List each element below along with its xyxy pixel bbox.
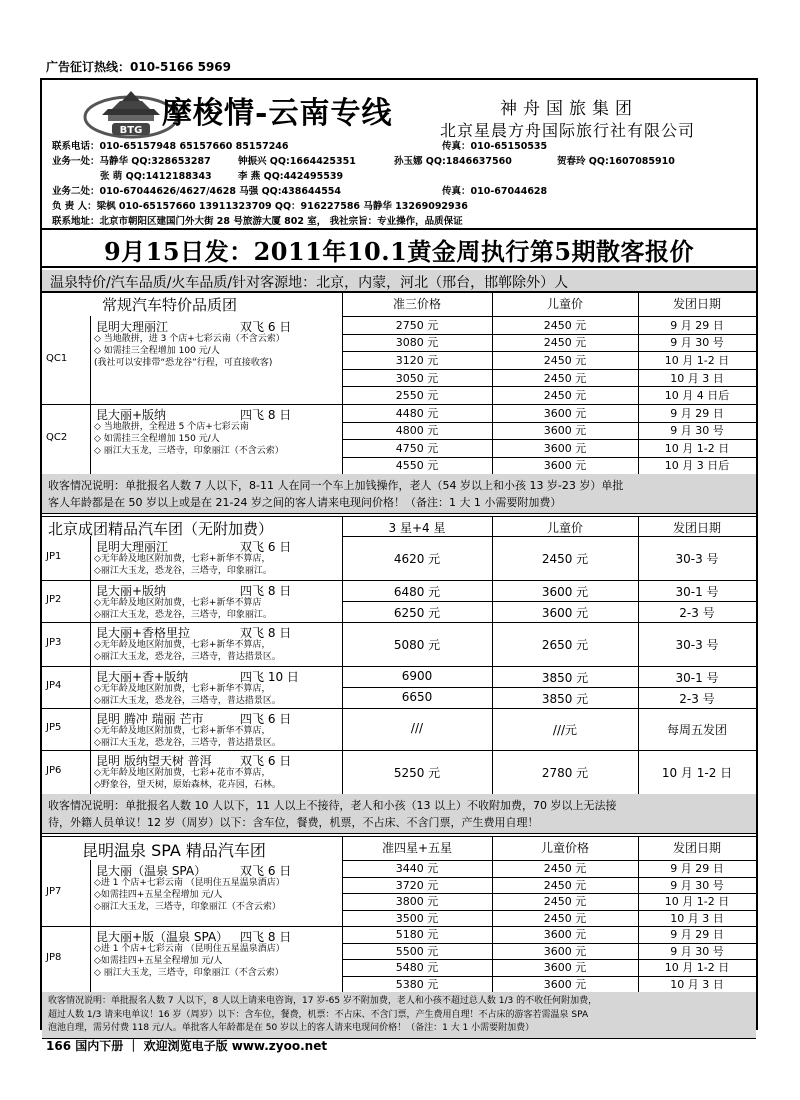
rule — [342, 976, 756, 977]
rule — [342, 292, 343, 474]
s2-code: JP6 — [46, 765, 62, 776]
s3-tour-days: 双飞 6 日 — [240, 864, 292, 878]
rule — [342, 386, 756, 387]
s2-tour-detail: ◇无年龄及地区附加费，七彩+新华不算店， — [94, 726, 271, 736]
rule — [90, 316, 91, 474]
s2-child-price: 3850 元 — [541, 691, 589, 706]
s2-child-price: 3600 元 — [541, 584, 589, 599]
s1-head-date: 发团日期 — [672, 297, 721, 311]
s3-head-child: 儿童价格 — [540, 841, 589, 855]
s1-tour-detail: ◇ 如需挂三全程增加 150 元/人 — [94, 434, 220, 444]
s2-tour-detail: ◇丽江大玉龙，恐龙谷，三塔寺，普达措景区。 — [94, 652, 281, 662]
price-sheet — [40, 78, 758, 1033]
s2-tour-detail: ◇丽江大玉龙，恐龙谷，三塔寺，印象丽江。 — [94, 566, 272, 576]
rule — [90, 860, 91, 992]
s1-price: 2550 元 — [395, 389, 439, 403]
s2-tour-detail: ◇无年龄及地区附加费，七彩+花市不算店， — [94, 768, 271, 778]
s1-head-price: 准三价格 — [392, 297, 441, 311]
s2-tour-name: 昆明大理丽江 — [96, 540, 169, 554]
s2-price: 6480 元 — [393, 584, 441, 599]
s2-tour-days: 四飞 6 日 — [240, 712, 292, 726]
s2-child-price: 2450 元 — [541, 552, 589, 566]
rule — [342, 516, 343, 794]
s2-date: 30-3 号 — [675, 638, 719, 652]
s1-price: 4550 元 — [395, 459, 439, 473]
s3-code: JP7 — [46, 886, 62, 897]
s2-child-price: 2780 元 — [541, 766, 589, 780]
s2-price: 6650 — [401, 689, 433, 704]
s1-code: QC1 — [46, 353, 68, 364]
s1-price: 2750 元 — [395, 318, 439, 332]
s3-price: 3720 元 — [395, 878, 439, 892]
contact-phone: 联系电话：010-65157948 65157660 85157246 — [52, 141, 289, 152]
s3-tour-name: 昆大丽+版（温泉 SPA） — [96, 930, 229, 944]
dept1-contact: 业务一处：马静华 QQ:328653287 — [52, 156, 211, 167]
dept1-contact-e: 张 萌 QQ:1412188343 — [100, 171, 212, 182]
address: 联系地址：北京市朝阳区建国门外大街 28 号旅游大厦 802 室， 我社宗旨：专业操作，品质保证 — [52, 216, 463, 227]
s3-tour-name: 昆大丽（温泉 SPA） — [96, 864, 207, 878]
s3-price: 5480 元 — [395, 961, 439, 975]
s3-price: 5500 元 — [395, 944, 439, 958]
rule — [42, 666, 756, 667]
s2-tour-detail: ◇野象谷，望天树，原始森林，花卉园，石林。 — [94, 780, 281, 790]
s2-date: 30-1 号 — [675, 584, 719, 599]
s1-tour-detail: ◇ 当地散拼，全程进 5 个店+七彩云南 — [94, 422, 249, 432]
s1-child-price: 3600 元 — [543, 441, 587, 455]
s2-tour-detail: ◇无年龄及地区附加费，七彩+新华不算店 — [94, 598, 262, 608]
banner-text: 温泉特价/汽车品质/火车品质/针对客源地：北京，内蒙，河北（邢台，邯郸除外）人 — [50, 275, 569, 291]
s1-price: 3120 元 — [395, 354, 439, 367]
rule — [342, 910, 756, 911]
s3-child-price: 2450 元 — [543, 911, 587, 925]
dept1-contact-b: 钟振兴 QQ:1664425351 — [238, 156, 356, 167]
rule — [42, 708, 756, 709]
s3-date: 10 月 1-2 日 — [664, 961, 730, 975]
s3-price: 3800 元 — [395, 895, 439, 909]
s1-date: 10 月 3 日 — [670, 371, 724, 385]
s3-child-price: 3600 元 — [543, 944, 587, 958]
s2-note-line: 收客情况说明：单批报名人数 10 人以下，11 人以上不接待，老人和小孩（13 以上）不收附加费，70 岁以上无法接 — [48, 799, 617, 812]
ad-hotline: 广告征订热线：010-5166 5969 — [46, 60, 232, 74]
page-footer: 166 国内下册 ｜ 欢迎浏览电子版 www.zyoo.net — [46, 1039, 328, 1053]
s3-head-date: 发团日期 — [672, 841, 721, 855]
rule — [342, 457, 756, 458]
s1-date: 9 月 30 号 — [670, 424, 724, 438]
rule — [42, 622, 756, 623]
s1-child-price: 3600 元 — [543, 424, 587, 438]
s1-child-price: 3600 元 — [543, 459, 587, 473]
rule — [42, 750, 756, 751]
s3-date: 9 月 29 日 — [670, 862, 724, 876]
rule — [342, 422, 756, 423]
s2-tour-detail: ◇丽江大玉龙，恐龙谷，三塔寺，普达措景区。 — [94, 696, 281, 706]
s2-tour-days: 四飞 10 日 — [240, 670, 299, 684]
rule — [638, 292, 639, 474]
s3-date: 9 月 30 号 — [670, 944, 724, 958]
s2-tour-name: 昆大丽+香+版纳 — [96, 670, 189, 684]
dept1-contact-c: 孙玉娜 QQ:1846637560 — [394, 156, 512, 167]
s2-tour-detail: ◇无年龄及地区附加费，七彩+新华不算店， — [94, 684, 271, 694]
s2-price: 5080 元 — [393, 638, 441, 652]
s3-date: 10 月 3 日 — [670, 977, 724, 991]
s3-code: JP8 — [46, 952, 62, 963]
rule — [492, 516, 493, 794]
s2-child-price: 3600 元 — [541, 605, 589, 620]
dept2-fax: 传真：010-67044628 — [442, 186, 548, 197]
rule — [42, 292, 756, 293]
s1-child-price: 2450 元 — [543, 354, 587, 367]
s3-child-price: 3600 元 — [543, 977, 587, 991]
s1-note-line: 收客情况说明：单批报名人数 7 人以下，8-11 人在同一个车上加钱操作，老人（54 岁以上和小孩 13 岁-23 岁）单批 — [48, 479, 624, 492]
s1-date: 9 月 29 日 — [670, 406, 724, 420]
s2-date: 30-3 号 — [675, 552, 719, 566]
rule — [42, 580, 756, 581]
rule — [638, 516, 639, 794]
s2-child-price: 3850 元 — [541, 670, 589, 685]
s2-code: JP2 — [46, 594, 62, 605]
s2-price: 5250 元 — [393, 766, 441, 780]
s2-note-line: 待，外籍人员单议！12 岁（周岁）以下：含车位，餐费，机票，不占床、不含门票，产生费用自理！ — [48, 816, 539, 829]
s2-price: 4620 元 — [393, 552, 441, 566]
s3-price: 3500 元 — [395, 911, 439, 925]
rule — [342, 959, 756, 960]
s1-child-price: 2450 元 — [543, 336, 587, 350]
s3-title: 昆明温泉 SPA 精品汽车团 — [82, 841, 266, 860]
s2-tour-days: 双飞 6 日 — [240, 754, 292, 768]
s2-child-price: 2650 元 — [541, 638, 589, 652]
manager-contact: 负 责 人：梁枫 010-65157660 13911323709 QQ：916227586 马静华 13269092936 — [52, 201, 468, 212]
s3-child-price: 3600 元 — [543, 928, 587, 942]
s1-tour-detail: ◇ 丽江大玉龙，三塔寺，印象丽江（不含云索） — [94, 446, 284, 456]
s1-tour-detail: ◇ 当地散拼，进 3 个店+七彩云南（不含云索） — [94, 334, 285, 344]
s3-date: 9 月 30 号 — [670, 878, 724, 892]
rule — [342, 439, 756, 440]
contact-fax: 传真：010-65150535 — [442, 141, 548, 152]
s2-price: 6250 元 — [393, 605, 441, 620]
s1-price: 3080 元 — [395, 336, 439, 350]
source-banner — [42, 270, 756, 292]
s3-note-line: 泡池自理，需另付费 118 元/人。单批客人年龄都是在 50 岁以上的客人请来电现问价格！（备注：1 大 1 小需要附加费） — [48, 1023, 535, 1033]
s3-date: 10 月 3 日 — [670, 911, 724, 925]
dept2-contact: 业务二处：010-67044626/4627/4628 马强 QQ:438644554 — [52, 186, 342, 197]
s3-date: 10 月 1-2 日 — [664, 895, 730, 909]
s3-tour-detail: ◇进 1 个店+七彩云南 （昆明住五星温泉酒店） — [94, 944, 285, 954]
s1-date: 10 月 3 日后 — [664, 459, 730, 473]
dept1-contact-d: 贺春玲 QQ:1607085910 — [557, 156, 675, 167]
s2-head-price: 3 星+4 星 — [388, 521, 446, 535]
s1-price: 3050 元 — [395, 371, 439, 385]
rule — [42, 836, 756, 837]
s2-code: JP4 — [46, 680, 62, 691]
s2-tour-detail: ◇丽江大玉龙，恐龙谷，三塔寺，印象丽江。 — [94, 610, 272, 620]
s2-tour-detail: ◇无年龄及地区附加费，七彩+新华不算店， — [94, 640, 271, 650]
header — [42, 80, 756, 230]
logo-text: BTG — [119, 125, 143, 136]
s1-date: 9 月 30 号 — [670, 336, 724, 350]
rule — [342, 687, 756, 688]
page-title: 9月15日发：2011年10.1黄金周执行第5期散客报价 — [103, 237, 695, 266]
s2-tour-name: 昆明 版纳望天树 普洱 — [96, 754, 212, 768]
s2-date: 10 月 1-2 日 — [661, 766, 733, 780]
s3-note-line: 收客情况说明：单批报名人数 7 人以下，8 人以上请来电咨询，17 岁-65 岁不附加费，老人和小孩不超过总人数 1/3 的不收任何附加费， — [48, 996, 598, 1006]
s2-head-child: 儿童价 — [546, 521, 583, 535]
group-name: 神舟国旅集团 — [500, 99, 638, 119]
rule — [342, 836, 343, 992]
s3-price: 3440 元 — [395, 862, 439, 876]
rule — [342, 536, 756, 537]
s3-child-price: 2450 元 — [543, 862, 587, 876]
s1-price: 4480 元 — [395, 406, 439, 420]
s2-date: 2-3 号 — [679, 605, 715, 620]
s1-price: 4750 元 — [395, 441, 439, 455]
s1-child-price: 2450 元 — [543, 318, 587, 332]
s3-tour-detail: ◇如需挂四+五星全程增加 元/人 — [94, 890, 223, 900]
rule — [342, 334, 756, 335]
s3-date: 9 月 29 日 — [670, 928, 724, 942]
s2-code: JP3 — [46, 637, 62, 648]
s1-tour-name: 昆大丽+版纳 — [96, 408, 167, 422]
s1-code: QC2 — [46, 432, 68, 443]
s1-tour-days: 四飞 8 日 — [240, 408, 292, 422]
s2-tour-detail: ◇丽江大玉龙，恐龙谷，三塔寺，普达措景区。 — [94, 738, 281, 748]
s1-child-price: 3600 元 — [543, 406, 587, 420]
s1-child-price: 2450 元 — [543, 389, 587, 403]
s3-child-price: 2450 元 — [543, 895, 587, 909]
rule — [492, 836, 493, 992]
s1-tour-name: 昆明大理丽江 — [96, 320, 169, 334]
s3-tour-detail: ◇进 1 个店+七彩云南 （昆明住五星温泉酒店） — [94, 878, 285, 888]
s1-price: 4800 元 — [395, 424, 439, 438]
rule — [638, 836, 639, 992]
s2-title: 北京成团精品汽车团（无附加费） — [48, 520, 274, 538]
s2-child-price: ///元 — [552, 723, 578, 737]
s2-tour-name: 昆大丽+香格里拉 — [96, 626, 191, 640]
s2-code: JP5 — [46, 722, 62, 733]
s2-tour-days: 双飞 6 日 — [240, 540, 292, 554]
s1-date: 9 月 29 日 — [670, 318, 724, 332]
s2-tour-name: 昆大丽+版纳 — [96, 584, 167, 598]
s2-tour-days: 四飞 8 日 — [240, 584, 292, 598]
s3-price: 5380 元 — [395, 977, 439, 991]
s2-date: 30-1 号 — [675, 670, 719, 685]
s1-date: 10 月 1-2 日 — [664, 354, 730, 367]
s3-note-line: 超过人数 1/3 请来电单议！16 岁（周岁）以下：含车位，餐费，机票：不占床、不含门票，产生费用自理！不占床的游客若需温泉 SPA — [48, 1009, 589, 1020]
s1-note-line: 客人年龄都是在 50 岁以上或是在 21-24 岁之间的客人请来电现问价格！（备注：1 大 1 小需要附加费） — [48, 496, 562, 509]
s2-tour-days: 双飞 8 日 — [240, 626, 292, 640]
s1-tour-detail: ◇ 如需挂三全程增加 100 元/人 — [94, 346, 220, 356]
s3-child-price: 2450 元 — [543, 878, 587, 892]
rule — [342, 893, 756, 894]
rule — [342, 943, 756, 944]
s3-tour-detail: ◇ 丽江大玉龙，三塔寺，印象丽江（不含云索） — [94, 968, 284, 978]
s3-price: 5180 元 — [395, 928, 439, 942]
s2-date: 每周五发团 — [666, 723, 727, 737]
s1-head-child: 儿童价 — [546, 297, 583, 311]
dept1-contact-f: 李 燕 QQ:442495539 — [238, 171, 344, 182]
s1-date: 10 月 1-2 日 — [664, 441, 730, 455]
s1-child-price: 2450 元 — [543, 371, 587, 385]
rule — [492, 292, 493, 474]
s2-tour-name: 昆明 腾冲 瑞丽 芒市 — [96, 712, 204, 726]
s1-tour-detail: (我社可以安排带“恐龙谷”行程，可直接收客) — [94, 358, 273, 368]
s1-date: 10 月 4 日后 — [664, 389, 730, 403]
brand-title: 摩梭情-云南专线 — [162, 96, 393, 131]
s2-tour-detail: ◇无年龄及地区附加费，七彩+新华不算店， — [94, 554, 271, 564]
s3-tour-detail: ◇丽江大玉龙，三塔寺，印象丽江（不含云索） — [94, 902, 281, 912]
s3-child-price: 3600 元 — [543, 961, 587, 975]
rule — [342, 877, 756, 878]
s2-price: /// — [410, 721, 424, 735]
s2-code: JP1 — [46, 551, 62, 562]
rule — [342, 601, 756, 602]
company-name: 北京星晨方舟国际旅行社有限公司 — [440, 121, 696, 140]
rule — [42, 516, 756, 517]
s2-price: 6900 — [401, 668, 433, 683]
s3-head-price: 准四星+五星 — [381, 841, 453, 855]
rule — [342, 351, 756, 352]
s3-tour-detail: ◇如需挂四+五星全程增加 元/人 — [94, 956, 223, 966]
rule — [90, 536, 91, 794]
s3-tour-days: 四飞 8 日 — [240, 930, 292, 944]
s1-tour-days: 双飞 6 日 — [240, 320, 292, 334]
s2-date: 2-3 号 — [679, 691, 715, 706]
s2-head-date: 发团日期 — [672, 521, 721, 535]
s1-title: 常规汽车特价品质团 — [102, 296, 238, 314]
rule — [342, 369, 756, 370]
